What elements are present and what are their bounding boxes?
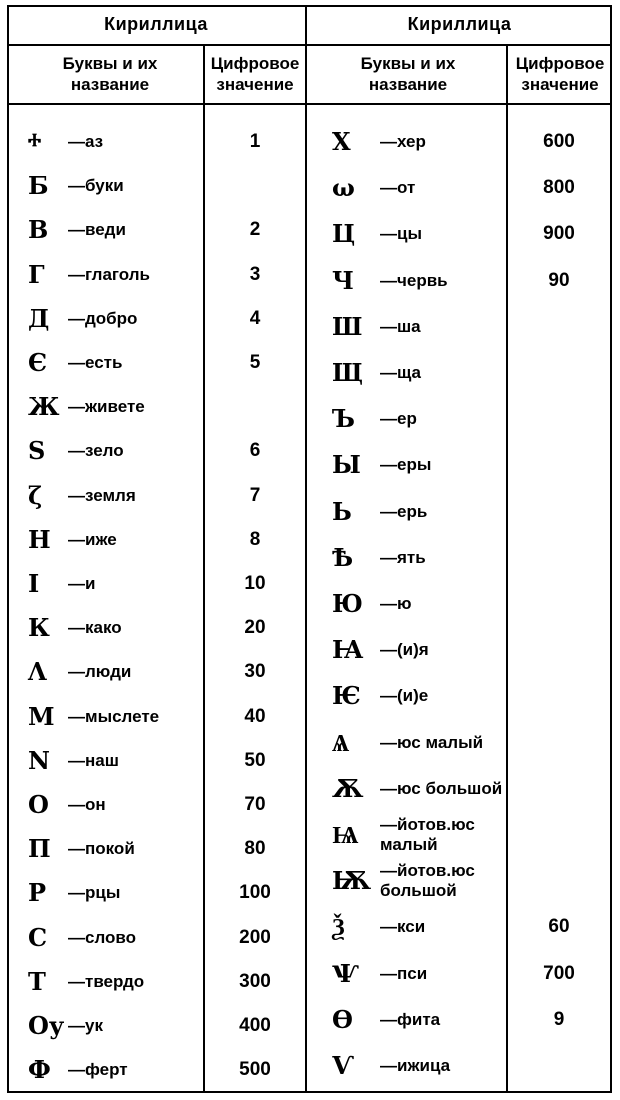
numeric-value: 8: [249, 528, 261, 550]
letter-row: [320, 769, 610, 809]
numeric-value: 7: [249, 484, 261, 506]
letter-glyph: Р: [28, 878, 47, 908]
letter-name: —слово: [68, 927, 137, 947]
letter-row: [20, 255, 305, 295]
letter-name: —фита: [380, 1009, 441, 1029]
numeric-value: 400: [239, 1015, 271, 1036]
letter-row: [320, 1000, 610, 1040]
letter-row: [20, 918, 305, 958]
letter-row: [20, 1050, 305, 1090]
letter-name: —ща: [380, 363, 422, 382]
letter-row: [320, 676, 610, 716]
letter-row: [320, 353, 610, 393]
numeric-value: 800: [543, 177, 575, 199]
letter-name: —ю: [380, 594, 412, 613]
letter-row: [320, 584, 610, 624]
letter-name: —рцы: [68, 883, 121, 903]
letter-row: [320, 261, 610, 301]
letter-row: [320, 1046, 610, 1086]
numeric-value: 50: [244, 749, 266, 771]
letter-row: [20, 1006, 305, 1046]
letter-glyph: Оу: [28, 1011, 65, 1040]
letter-row: [320, 954, 610, 994]
letter-name: —ер: [380, 409, 417, 429]
letter-glyph: ⰰ: [28, 127, 42, 156]
letter-name: —твердо: [68, 971, 145, 991]
numeric-value: 300: [239, 970, 271, 992]
letter-glyph: Б: [28, 171, 49, 201]
numeric-value: 700: [543, 962, 575, 984]
letter-row: [320, 399, 610, 439]
letter-glyph: Ѯ: [332, 912, 345, 942]
letter-glyph: Ѱ: [332, 958, 359, 988]
letter-row: [320, 538, 610, 578]
letter-name: —ять: [380, 547, 426, 567]
letter-row: [20, 785, 305, 825]
letter-row: [320, 122, 610, 162]
letter-name: —от: [380, 178, 416, 198]
letter-glyph: Ж: [28, 392, 60, 422]
numeric-value: 9: [553, 1008, 565, 1030]
letter-name: —буки: [68, 176, 124, 196]
letter-glyph: О: [28, 790, 49, 819]
letter-row: [20, 476, 305, 516]
numeric-value: 100: [239, 882, 271, 904]
numeric-value: 4: [249, 307, 261, 329]
letter-row: [20, 387, 305, 427]
letter-name: —юс малый: [380, 732, 484, 752]
letter-name: —и: [68, 574, 96, 593]
letter-name: —земля: [68, 485, 136, 505]
numeric-value: 80: [244, 838, 266, 860]
letter-row: [20, 873, 305, 913]
letter-row: [20, 210, 305, 250]
letter-name: —ук: [68, 1016, 103, 1035]
letter-name: —он: [68, 795, 106, 814]
letter-name: —иже: [68, 529, 117, 549]
letter-name: —червь: [380, 270, 448, 290]
numeric-value: 900: [543, 223, 575, 245]
numeric-value: 2: [249, 219, 261, 241]
letter-name: —(и)я: [380, 640, 429, 660]
letter-name: —(и)е: [380, 686, 429, 706]
letter-name: —йотов.юс большой: [380, 861, 475, 901]
letter-glyph: Ѵ: [332, 1051, 354, 1080]
letter-row: [320, 907, 610, 947]
letter-name: —ферт: [68, 1060, 128, 1080]
letter-row: [20, 962, 305, 1002]
letter-glyph: Ш: [332, 311, 363, 341]
letter-row: [20, 608, 305, 648]
letter-row: [20, 299, 305, 339]
letter-name: —еры: [380, 455, 432, 475]
letter-glyph: С: [28, 922, 48, 952]
letter-glyph: N: [28, 745, 50, 775]
letter-name: —ша: [380, 316, 421, 336]
numeric-value: 20: [244, 617, 266, 639]
letter-glyph: Ь: [332, 496, 352, 526]
letter-glyph: Ъ: [332, 404, 355, 434]
letter-row: [320, 815, 610, 855]
letter-row: [20, 166, 305, 206]
letter-name: —покой: [68, 839, 135, 859]
letter-glyph: Ѣ: [332, 542, 354, 572]
letter-glyph: Ч: [332, 265, 354, 295]
numeric-value: 10: [244, 573, 266, 594]
letter-row: [20, 564, 305, 604]
letter-name: —веди: [68, 220, 126, 240]
letter-row: [20, 741, 305, 781]
letter-glyph: Ѳ: [332, 1004, 353, 1034]
letter-glyph: Ѩ: [332, 820, 359, 849]
letter-glyph: Ѭ: [332, 866, 372, 896]
letter-glyph: Ѥ: [332, 681, 361, 711]
letter-row: [320, 723, 610, 763]
letter-row: [20, 652, 305, 692]
numeric-value: 30: [244, 661, 266, 683]
column-divider-middle: [305, 5, 307, 1093]
letter-name: —живете: [68, 397, 145, 417]
header-divider-bottom: [7, 103, 612, 105]
letter-row: [320, 445, 610, 485]
numeric-value: 70: [244, 794, 266, 815]
left-letters-header: Буквы и их название: [62, 54, 158, 94]
letter-row: [20, 697, 305, 737]
letter-glyph: Ѧ: [332, 727, 350, 757]
letter-glyph: Г: [28, 259, 45, 289]
numeric-value: 5: [249, 352, 261, 373]
letter-glyph: Ф: [28, 1055, 51, 1085]
numeric-value: 90: [548, 269, 570, 291]
letter-row: [320, 630, 610, 670]
letter-row: [320, 861, 610, 901]
letter-name: —ерь: [380, 501, 428, 521]
right-value-header: Цифровое значение: [515, 54, 605, 94]
letter-glyph: Х: [332, 127, 351, 156]
left-title: Кириллица: [104, 14, 208, 34]
letter-glyph: К: [28, 613, 50, 643]
numeric-value: 200: [239, 926, 271, 948]
letter-row: [20, 520, 305, 560]
letter-name: —како: [68, 618, 122, 638]
letter-glyph: Д: [28, 303, 50, 333]
letter-name: —пси: [380, 963, 428, 983]
letter-name: —ижица: [380, 1056, 451, 1075]
letter-glyph: ω: [332, 173, 355, 203]
letter-glyph: М: [28, 701, 55, 731]
numeric-value: 60: [548, 916, 570, 938]
letter-name: —йотов.юс малый: [380, 815, 475, 854]
letter-row: [320, 492, 610, 532]
numeric-value: 40: [244, 705, 266, 727]
letter-row: [20, 431, 305, 471]
letter-name: —глаголь: [68, 264, 150, 284]
letter-glyph: Ѫ: [332, 773, 364, 803]
letter-name: —цы: [380, 224, 422, 244]
letter-glyph: Ѕ: [28, 436, 46, 466]
letter-name: —хер: [380, 132, 426, 151]
letter-name: —добро: [68, 308, 138, 328]
letter-glyph: П: [28, 834, 51, 864]
numeric-value: 600: [543, 131, 575, 152]
left-value-header: Цифровое значение: [210, 54, 300, 94]
letter-row: [320, 214, 610, 254]
numeric-value: 500: [239, 1059, 271, 1081]
letter-row: [320, 168, 610, 208]
numeric-value: 1: [249, 131, 261, 152]
letter-glyph: Ю: [332, 589, 363, 618]
numeric-value: 6: [249, 440, 261, 462]
letter-name: —мыслете: [68, 706, 160, 726]
letter-glyph: ζ: [28, 480, 43, 510]
right-letters-header: Буквы и их название: [360, 54, 456, 94]
letter-name: —есть: [68, 353, 123, 372]
letter-glyph: І: [28, 569, 40, 598]
letter-row: [320, 307, 610, 347]
letter-row: [20, 122, 305, 162]
letter-name: —аз: [68, 132, 104, 151]
numeric-value: 3: [249, 263, 261, 285]
header-divider-top: [7, 44, 612, 46]
letter-glyph: Н: [28, 524, 51, 554]
letter-glyph: Ы: [332, 450, 361, 480]
letter-name: —наш: [68, 750, 119, 770]
letter-name: —юс большой: [380, 778, 503, 798]
letter-row: [20, 343, 305, 383]
right-title: Кириллица: [407, 14, 512, 34]
letter-row: [20, 829, 305, 869]
letter-glyph: В: [28, 215, 49, 245]
letter-glyph: Ц: [332, 219, 356, 249]
letter-glyph: Щ: [332, 358, 364, 387]
letter-name: —люди: [68, 662, 132, 682]
letter-glyph: Т: [28, 966, 46, 996]
letter-name: —кси: [380, 917, 426, 937]
letter-glyph: Λ: [28, 657, 47, 687]
letter-glyph: Ꙗ: [332, 635, 363, 665]
letter-glyph: Є: [28, 348, 48, 377]
letter-name: —зело: [68, 441, 124, 461]
